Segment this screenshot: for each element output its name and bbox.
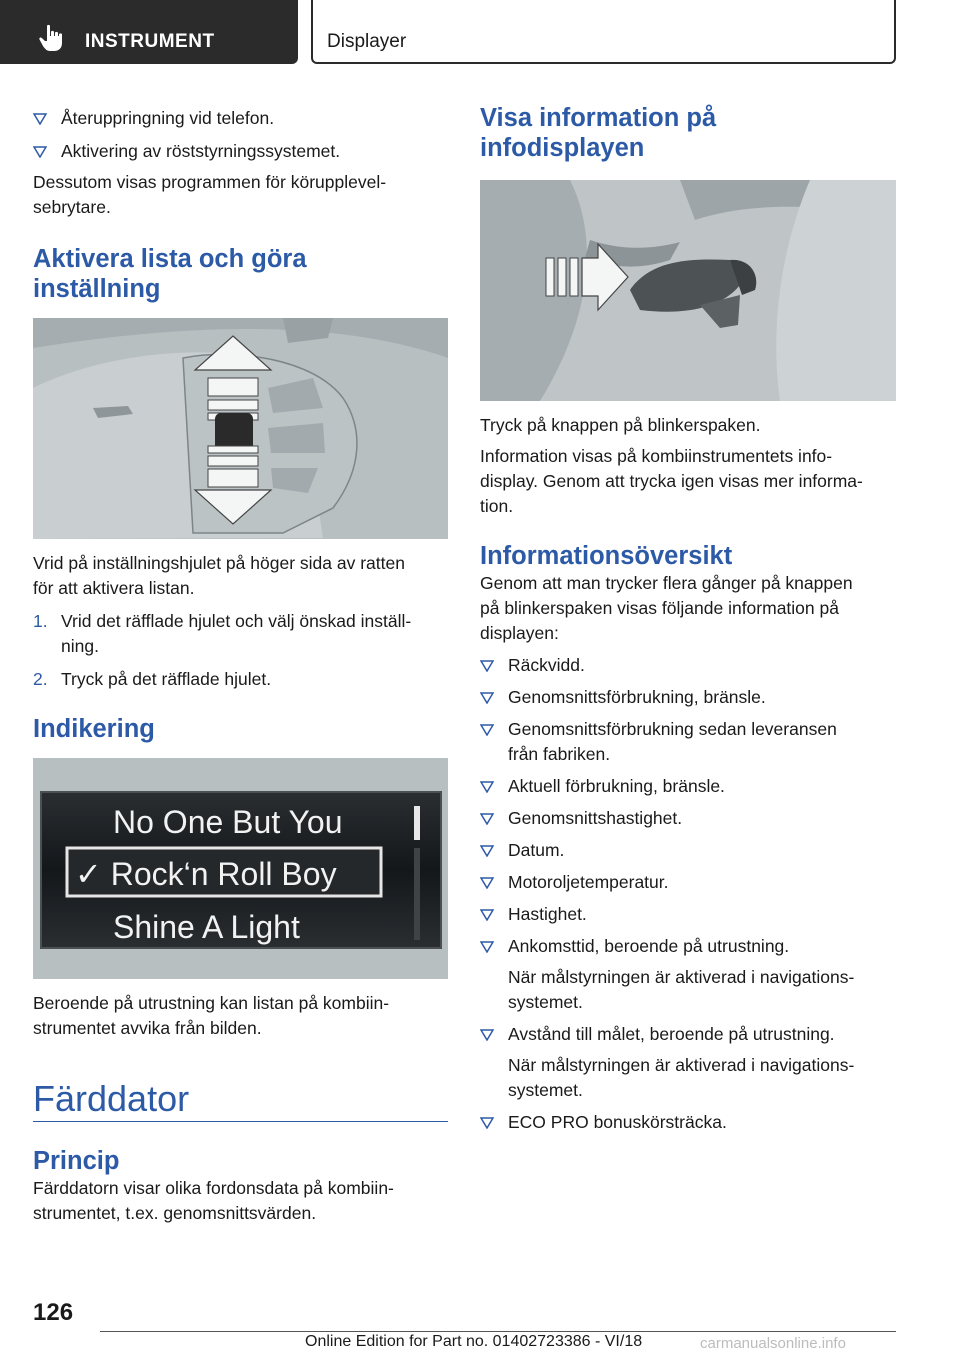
overview-item-note: När målstyrningen är aktiverad i navigations‐ systemet. <box>508 967 855 1012</box>
intro-paragraph: Dessutom visas programmen för körupplevel‐ sebrytare. <box>33 172 387 217</box>
overview-item: Avstånd till målet, beroende på utrustning. <box>480 1022 896 1047</box>
display-list-figure <box>33 758 448 979</box>
info-paragraph: Information visas på kombiinstrumentets info‐ display. Genom att trycka igen visas mer informa‐ tion. <box>480 446 863 516</box>
overview-item: Motoroljetemperatur. <box>480 870 896 895</box>
watermark: carmanualsonline.info <box>700 1335 846 1352</box>
steering-wheel-figure <box>33 318 448 539</box>
overview-item: Genomsnittsförbrukning sedan leveransen från fabriken. <box>480 717 896 767</box>
overview-item: Datum. <box>480 838 896 863</box>
heading-trip-computer: Färddator <box>33 1078 190 1119</box>
step-item: 2. Tryck på det räfflade hjulet. <box>33 669 272 689</box>
overview-item-note: När målstyrningen är aktiverad i navigations‐ systemet. <box>508 1055 855 1100</box>
triangle-bullet-icon <box>480 813 494 825</box>
section-tab <box>0 0 298 64</box>
press-paragraph: Tryck på knappen på blinkerspaken. <box>480 415 761 435</box>
display-item: No One But You <box>113 804 343 840</box>
triangle-bullet-icon <box>480 660 494 672</box>
heading-divider <box>33 1121 448 1122</box>
chapter-title: Displayer <box>327 31 407 52</box>
footer-divider <box>100 1331 896 1332</box>
triangle-bullet-icon <box>480 845 494 857</box>
bullet-item: Återuppringning vid telefon. <box>33 106 448 131</box>
left-column <box>33 98 448 1226</box>
triangle-bullet-icon <box>33 146 47 158</box>
heading-principle: Princip <box>33 1147 120 1175</box>
triangle-bullet-icon <box>480 1117 494 1129</box>
triangle-bullet-icon <box>33 113 47 125</box>
section-title: INSTRUMENT <box>85 31 215 52</box>
triangle-bullet-icon <box>480 941 494 953</box>
overview-list <box>480 653 896 1135</box>
triangle-bullet-icon <box>480 877 494 889</box>
overview-item: ECO PRO bonuskörsträcka. <box>480 1110 896 1135</box>
overview-item: Ankomsttid, beroende på utrustning. <box>480 934 896 959</box>
turn-signal-lever-figure <box>480 180 896 401</box>
scrollbar-thumb <box>414 806 420 840</box>
bullet-item: Aktivering av röststyrningssystemet. <box>33 139 448 164</box>
triangle-bullet-icon <box>480 692 494 704</box>
overview-item: Aktuell förbrukning, bränsle. <box>480 774 896 799</box>
heading-overview: Informationsöversikt <box>480 542 733 570</box>
triangle-bullet-icon <box>480 781 494 793</box>
turn-wheel-paragraph: Vrid på inställningshjulet på höger sida av ratten för att aktivera listan. <box>33 553 405 598</box>
display-item: Shine A Light <box>113 909 300 945</box>
triangle-bullet-icon <box>480 1029 494 1041</box>
chapter-header <box>311 0 896 64</box>
triangle-bullet-icon <box>480 909 494 921</box>
overview-item: Räckvidd. <box>480 653 896 678</box>
principle-paragraph: Färddatorn visar olika fordonsdata på kombiin‐ strumentet, t.ex. genomsnittsvärden. <box>33 1178 394 1223</box>
hand-pointer-icon <box>38 24 64 52</box>
heading-indication: Indikering <box>33 715 155 743</box>
page-number: 126 <box>33 1299 74 1326</box>
overview-item: Genomsnittsförbrukning, bränsle. <box>480 685 896 710</box>
display-item-selected: ✓ Rock‘n Roll Boy <box>75 856 337 892</box>
depending-paragraph: Beroende på utrustning kan listan på kombiin‐ strumentet avvika från bilden. <box>33 993 390 1038</box>
right-column <box>480 98 896 1135</box>
heading-show-info: Visa information på infodisplayen <box>480 104 717 162</box>
footer-edition: Online Edition for Part no. 01402723386 - VI/18 <box>305 1333 643 1350</box>
overview-paragraph: Genom att man trycker flera gånger på knappen på blinkerspaken visas följande information på displayen: <box>480 573 853 643</box>
step-item: 1. Vrid det räfflade hjulet och välj önskad inställ‐ ning. <box>33 611 412 656</box>
overview-item: Hastighet. <box>480 902 896 927</box>
overview-item: Genomsnittshastighet. <box>480 806 896 831</box>
heading-activate: Aktivera lista och göra inställning <box>33 245 307 303</box>
triangle-bullet-icon <box>480 724 494 736</box>
